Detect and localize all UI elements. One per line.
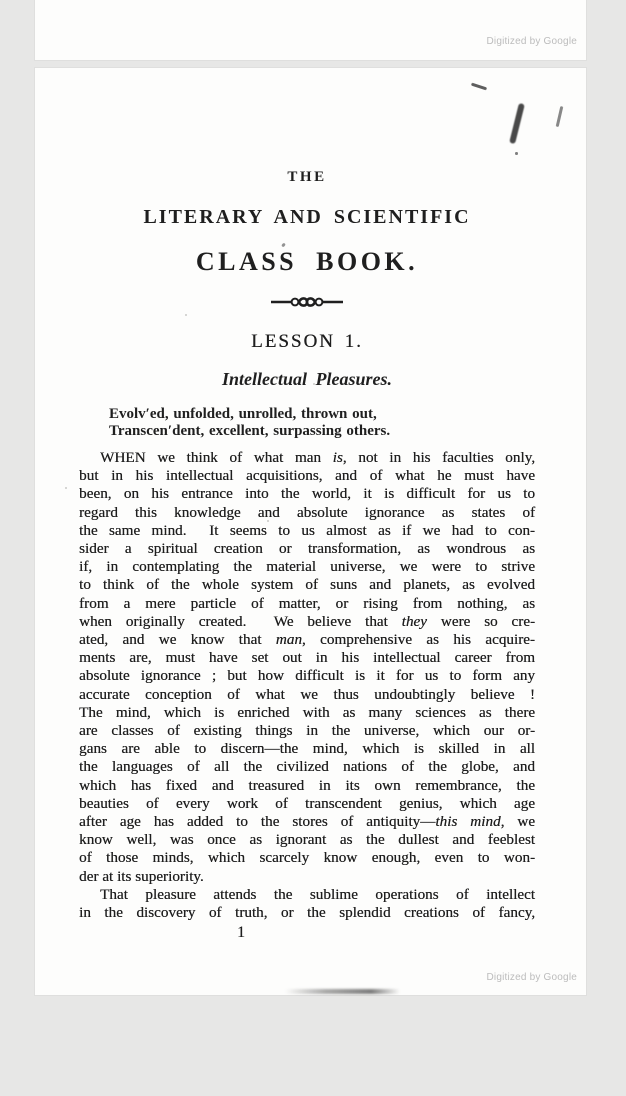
ink-mark-curl [556, 106, 563, 127]
body-line: regard this knowledge and absolute ignorance as states of [79, 503, 535, 521]
body-line: are classes of existing things in the universe, which our or- [79, 722, 535, 740]
body-line: been, on his entrance into the world, it is difficult for us to [79, 485, 535, 503]
body-line: which has fixed and treasured in its own remembrance, the [79, 776, 535, 794]
body-line: when originally created. We believe that they were so cre- [79, 612, 536, 630]
body-line: That pleasure attends the sublime operations of intellect [100, 885, 535, 903]
body-line: WHEN we think of what man is, not in his faculties only, [100, 449, 535, 466]
book-title: CLASS BOOK. [195, 247, 419, 276]
page-content [35, 169, 586, 1096]
ink-mark-dash [471, 83, 487, 91]
rope-knot-ornament-icon [79, 294, 535, 310]
body-line: of those minds, which scarcely know enough, even to won- [79, 849, 535, 867]
body-line: know well, was once as ignorant as the dullest and feeblest [79, 831, 535, 849]
body-line: from a mere particle of matter, or rising from nothing, as [79, 594, 535, 612]
ink-mark-dot [515, 152, 518, 155]
body-line: to think of the whole system of suns and planets, as evolved [79, 576, 535, 594]
body-line: der at its superiority. [79, 867, 204, 885]
body-line: beauties of every work of transcendent genius, which age [79, 794, 535, 812]
body-line: ments are, must have set out in his intellectual career from [79, 649, 535, 667]
body-line: if, in contemplating the material universe, we were to strive [79, 558, 535, 576]
digitized-watermark-top: Digitized by Google [486, 36, 577, 47]
body-line: sider a spiritual creation or transformation, as wondrous as [79, 540, 535, 558]
previous-page-edge [35, 0, 586, 60]
page-number: 1 [237, 924, 245, 942]
digitized-watermark-bottom: Digitized by Google [486, 972, 577, 983]
vocabulary-block [109, 406, 535, 439]
body-text [79, 449, 535, 922]
body-line: the languages of all the civilized nations of the globe, and [79, 758, 535, 776]
lesson-heading: LESSON 1. [251, 331, 363, 352]
book-page [35, 68, 586, 995]
body-line: after age has added to the stores of antiquity—this mind, we [79, 813, 535, 831]
body-line: accurate conception of what we thus undoubtingly believe ! [79, 685, 535, 703]
body-line: gans are able to discern—the mind, which is skilled in all [79, 740, 535, 758]
vocab-line: Evolv′ed, unfolded, unrolled, thrown out, [109, 406, 377, 422]
body-line: the same mind. It seems to us almost as if we had to con- [79, 521, 535, 539]
scan-smudge [285, 989, 400, 994]
body-line: but in his intellectual acquisitions, and of what he must have [79, 467, 535, 485]
body-line: absolute ignorance ; but how difficult is it for us to form any [79, 667, 535, 685]
vocab-line: Transcen′dent, excellent, surpassing others. [109, 422, 391, 439]
body-line: in the discovery of truth, or the splendid creations of fancy, [79, 904, 535, 922]
body-line: The mind, which is enriched with as many sciences as there [79, 703, 535, 721]
body-line: ated, and we know that man, comprehensive as his acquire- [79, 631, 535, 649]
series-title: LITERARY AND SCIENTIFIC [143, 206, 471, 228]
lesson-subject: Intellectual Pleasures. [222, 369, 392, 389]
pretitle: THE [287, 169, 327, 185]
ink-mark-slash [509, 103, 525, 144]
